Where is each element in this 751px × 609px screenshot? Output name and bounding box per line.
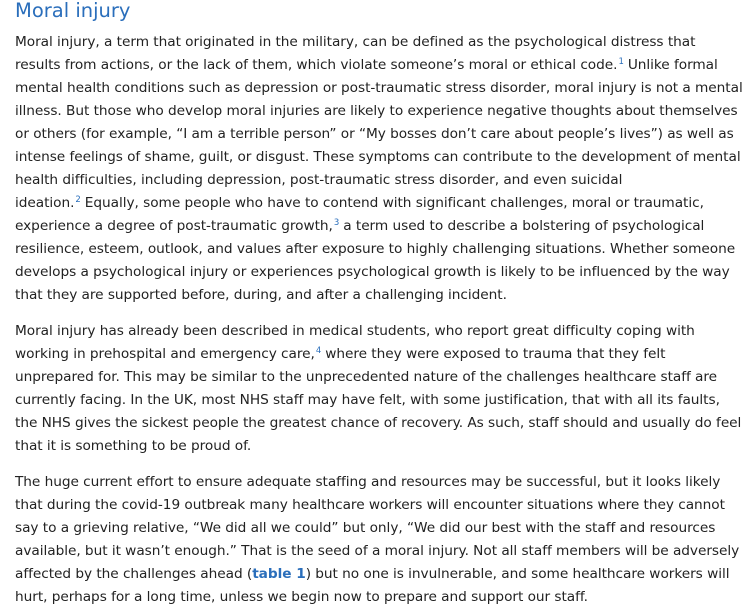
paragraph-text: The huge current effort to ensure adequate staffing and resources may be successful, but it looks likely that during the covid-19 outbreak many healthcare workers will encounter situations where they cannot say to a grieving relative, “We did all we could” but only, “We did our best with the staff and resources available, but it wasn’t enough.” That is the seed of a moral injury. Not all staff members will be adversely affected by the challenges ahead ( [15,474,740,582]
section-heading: Moral injury [15,0,131,22]
paragraph-text: where they were exposed to trauma that they felt unprepared for. This may be similar to the unprecedented nature of the challenges healthcare staff are currently facing. In the UK, most NHS staff may have felt, with some justification, that with all its faults, the NHS gives the sickest people the greatest chance of recovery. As such, staff should and usually do feel that it is something to be proud of. [15,346,742,454]
paragraph-text: ) but no one is invulnerable, and some healthcare workers will hurt, perhaps for a long time, unless we begin now to prepare and support our staff. [15,566,730,605]
reference-link-4[interactable]: 4 [315,346,322,356]
reference-link-2[interactable]: 2 [75,195,81,205]
paragraph-text: Unlike formal mental health conditions such as depression or post-traumatic stress disorder, moral injury is not a mental illness. But those who develop moral injuries are likely to experience negative thoughts about themselves or others (for example, “I am a terrible person” or “My bosses don’t care about people’s lives”) as well as intense feelings of shame, guilt, or disgust. These symptoms can contribute to the development of mental health difficulties, including depression, post-traumatic stress disorder, and even suicidal ideation. [15,57,743,211]
paragraph-text: a term used to describe a bolstering of psychological resilience, esteem, outlook, and values after exposure to highly challenging situations. Whether someone develops a psychological injury or experiences psychological growth is likely to be influenced by the way that they are supported before, during, and after a challenging incident. [15,218,736,303]
paragraph-text: Moral injury, a term that originated in the military, can be defined as the psychological distress that results from actions, or the lack of them, which violate someone’s moral or ethical code. [15,34,696,73]
paragraph-1 [15,31,743,307]
paragraph-text: Equally, some people who have to contend with significant challenges, moral or traumatic, experience a degree of post-traumatic growth, [15,195,704,234]
paragraph-3 [15,471,743,609]
table-1-link[interactable]: table 1 [252,566,306,582]
reference-link-3[interactable]: 3 [333,218,340,228]
paragraph-text: Moral injury has already been described in medical students, who report great difficulty coping with working in prehospital and emergency care, [15,323,695,362]
paragraph-2 [15,320,743,458]
reference-link-1[interactable]: 1 [618,57,624,67]
